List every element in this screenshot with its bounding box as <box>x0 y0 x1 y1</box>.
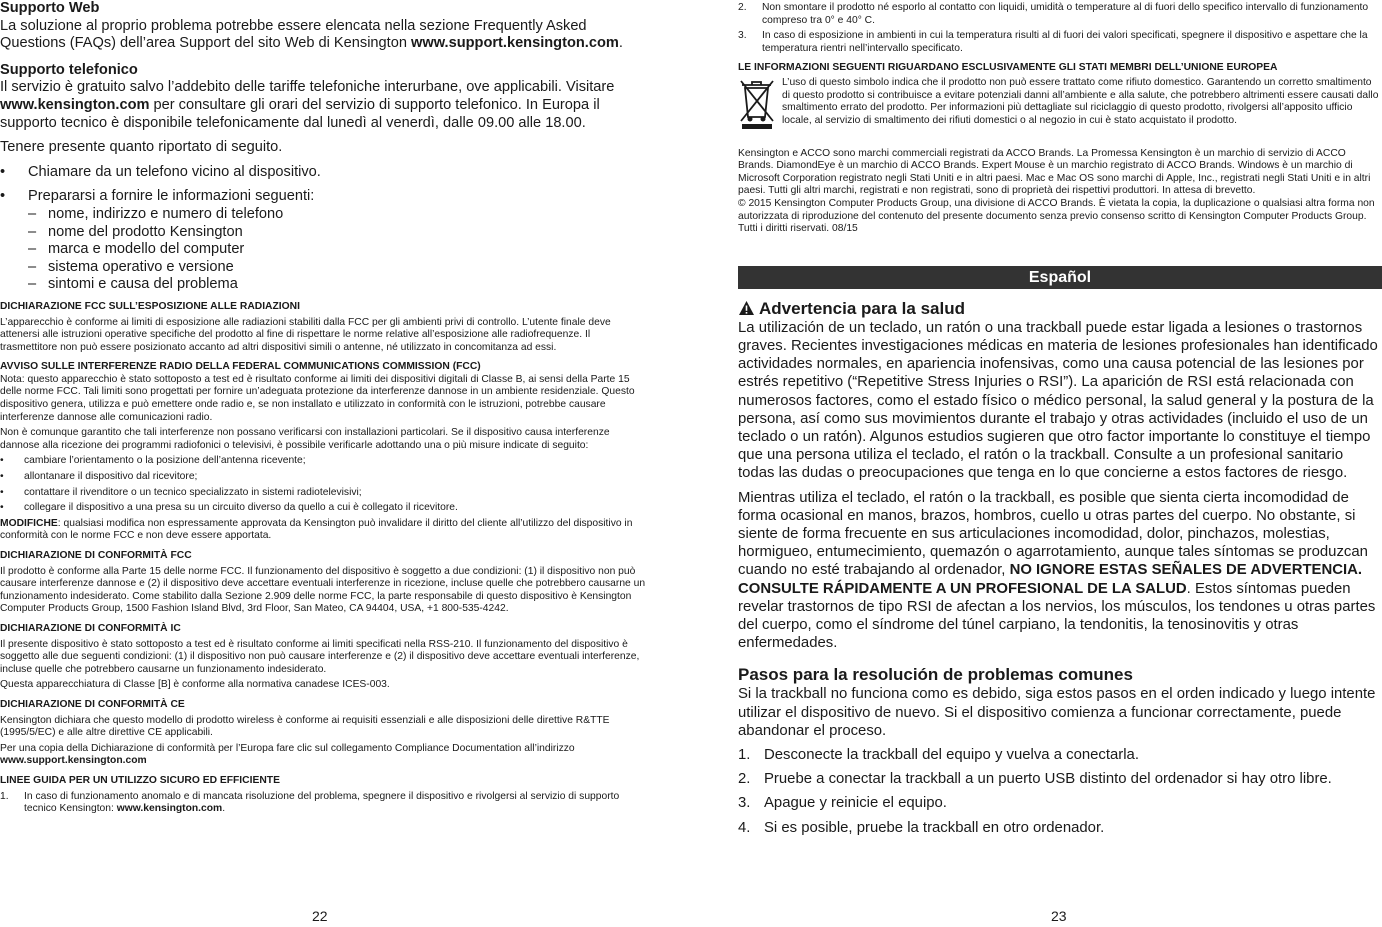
list-item: 2. Non smontare il prodotto né esporlo al contatto con liquidi, umidità o temperature al di fuori dello specifico intervallo di funzionamento compreso tra 0° e 40° C. <box>738 2 1369 26</box>
ce-conformity-title: DICHIARAZIONE DI CONFORMITÀ CE <box>0 698 185 710</box>
kensington-link[interactable]: www.kensington.com <box>0 96 150 113</box>
list-item: 4. Si es posible, pruebe la trackball en otro ordenador. <box>738 819 1105 836</box>
warning-icon <box>738 300 755 316</box>
weee-bin-icon <box>738 77 782 136</box>
sub-list-item: – nome del prodotto Kensington <box>28 223 243 240</box>
health-warning-title: Advertencia para la salud <box>738 298 1382 319</box>
language-header: Español <box>738 266 1382 289</box>
sub-list-item: – nome, indirizzo e numero di telefono <box>28 205 284 222</box>
fcc-radiation-text: L’apparecchio è conforme ai limiti di esposizione alle radiazioni stabiliti dalla FCC per gli ambienti privi di controllo. L’utente finale deve attenersi alle istruzioni operative specifiche del prodotto al fine di rispettare le norme relative all’esposizione alle radiofrequenze. Il trasmettitore non può essere posizionato accanto ad altri dispositivi simili o antenne, né utilizzato in concomitanza ad essi. <box>0 316 611 353</box>
weee-text: L’uso di questo simbolo indica che il prodotto non può essere trattato come rifiuto domestico. Garantendo un corretto smaltimento di questo prodotto si contribuisce a evitare potenziali danni all’ambiente e alla salute, che potrebbero altrimenti essere causati dallo smaltimento errato del prodotto. Per informazioni più dettagliate sul riciclaggio di questo prodotto, rivolgersi all’apposito ufficio locale, al servizio di smaltimento dei rifiuti domestici o al negozio in cui è stato acquistato il prodotto. <box>782 76 1379 126</box>
page-22 <box>0 0 648 816</box>
fcc-conformity-title: DICHIARAZIONE DI CONFORMITÀ FCC <box>0 550 192 561</box>
page-number: 22 <box>312 908 328 924</box>
list-item: 2. Pruebe a conectar la trackball a un puerto USB distinto del ordenador si hay otro libre. <box>738 771 1332 788</box>
list-item: • allontanare il dispositivo dal ricevitore; <box>0 471 198 483</box>
list-item: 3. Apague y reinicie el equipo. <box>738 795 947 812</box>
list-item: • cambiare l’orientamento o la posizione dell’antenna ricevente; <box>0 455 306 467</box>
list-item: • Prepararsi a fornire le informazioni seguenti: <box>0 188 315 205</box>
troubleshooting-intro: Si la trackball no funciona como es debido, siga estos pasos en el orden indicado y luego intente utilizar el dispositivo de nuevo. Si el dispositivo comienza a funcionar correctamente, puede abandonar el proceso. <box>738 686 1376 739</box>
health-paragraph-2: Mientras utiliza el teclado, el ratón o la trackball, es posible que sienta cierta incomodidad de forma ocasional en manos, brazos, hombros, cuello u otras partes del cuerpo. No obstante, si siente de forma frecuente en sus articulaciones incomodidad, dolor, pinchazos, molestias, hormigueo, entumecimiento, quemazón o agarrotamiento, aunque tales síntomas se produzcan cuando no esté trabajando al ordenador, NO IGNORE ESTAS SEÑALES DE ADVERTENCIA. CONSULTE RÁPIDAMENTE A UN PROFESIONAL DE LA SALUD. Estos síntomas pueden revelar trastornos de tipo RSI de afectan a los nervios, los músculos, los tendones u otras partes del cuerpo, como el síndrome del túnel carpiano, la tendonitis, la tenosinovitis y otras enfermedades. <box>738 489 1376 652</box>
ic-conformity-text-2: Questa apparecchiatura di Classe [B] è conforme alla normativa canadese ICES-003. <box>0 679 390 691</box>
sub-list-item: – sintomi e causa del problema <box>28 276 238 293</box>
modifications-text: MODIFICHE: qualsiasi modifica non espressamente approvata da Kensington può invalidare il diritto del cliente all’utilizzo del dispositivo in conformità con le norme FCC e non deve essere apportata. <box>0 517 633 542</box>
list-item: 3. In caso di esposizione in ambienti in cui la temperatura risulti al di fuori dei valori specificati, spegnere il dispositivo e aspettare che la temperatura rientri nell’intervallo specificato. <box>738 30 1368 54</box>
fcc-conformity-text: Il prodotto è conforme alla Parte 15 delle norme FCC. Il funzionamento del dispositivo è soggetto a due condizioni: (1) il dispositivo non può causare interferenze dannose e (2) il dispositivo deve accettare eventuali interferenze in ricezione, incluse quelle che potrebbero causarne un funzionamento indesiderato. Come stabilito dalla Sezione 2.909 delle norme FCC, la parte responsabile di questo dispositivo è Kensington Computer Products Group, 1500 Fashion Island Blvd, 3rd Floor, San Mateo, CA 94404, USA, +1 800-535-4242. <box>0 565 646 615</box>
ce-conformity-text-2: Per una copia della Dichiarazione di conformità per l’Europa fare clic sul collegamento Compliance Documentation all’indirizzo www.support.kensington.com <box>0 742 575 767</box>
fcc-interference-text-2: Non è comunque garantito che tali interferenze non possano verificarsi con installazioni particolari. Se il dispositivo causa interferenze dannose alla ricezione dei programmi radiofonici o televisivi, è possibile verificarle adottando una o più misure indicate di seguito: <box>0 427 610 451</box>
ic-conformity-title: DICHIARAZIONE DI CONFORMITÀ IC <box>0 622 181 634</box>
compliance-link[interactable]: www.support.kensington.com <box>0 755 147 767</box>
fcc-interference-text: Nota: questo apparecchio è stato sottoposto a test ed è risultato conforme ai limiti dei dispositivi digitali di Classe B, ai sensi della Parte 15 delle norme FCC. Tali limiti sono progettati per fornire un’adeguata protezione da interferenze dannose in un ambiente residenziale. Questo dispositivo genera, utilizza e può emettere onde radio e, se non installato e utilizzato in conformità con le istruzioni, potrebbe causare interferenze dannose alle comunicazioni radio. <box>0 373 635 423</box>
health-paragraph-1: La utilización de un teclado, un ratón o una trackball puede estar ligada a lesiones o trastornos graves. Recientes investigaciones médicas en materia de lesiones profesionales han identificado actividades normales, en apariencia inofensivas, como una causa potencial de las lesiones por estrés repetitivo (“Repetitive Stress Injuries o RSI”). La aparición de RSI está relacionada con numerosos factores, como el estado físico o médico personal, la salud general y la postura de la persona, así como sus movimientos durante el trabajo y otras actividades (incluido el uso de un teclado o un ratón). Algunos estudios sugieren que otro factor importante lo constituye el tiempo que una persona utiliza el teclado, el ratón o la trackball. Consulte a un profesional sanitario todas las dudas o preocupaciones que tenga en lo que concierne a estos factores de riesgo. <box>738 319 1378 482</box>
fcc-interference-title: AVVISO SULLE INTERFERENZE RADIO DELLA FEDERAL COMMUNICATIONS COMMISSION (FCC) <box>0 361 481 373</box>
list-item: 1. In caso di funzionamento anomalo e di mancata risoluzione del problema, spegnere il dispositivo e rivolgersi al servizio di supporto tecnico Kensington: www.kensington.com. <box>0 790 620 815</box>
weee-block <box>738 77 1382 136</box>
list-item: • collegare il dispositivo a una presa su un circuito diverso da quello a cui è collegato il ricevitore. <box>0 502 458 514</box>
safety-guidelines-title: LINEE GUIDA PER UN UTILIZZO SICURO ED EFFICIENTE <box>0 774 280 786</box>
eu-info-title: LE INFORMAZIONI SEGUENTI RIGUARDANO ESCLUSIVAMENTE GLI STATI MEMBRI DELL’UNIONE EUROPEA <box>738 62 1278 74</box>
trademark-text: Kensington e ACCO sono marchi commerciali registrati da ACCO Brands. La Promessa Kensington è un marchio di servizio di ACCO Brands. DiamondEye è un marchio di ACCO Brands. Expert Mouse è un marchio registrato di ACCO Brands. Windows è un marchio di Microsoft Corporation registrato negli Stati Uniti e in altri paesi. Mac e Mac OS sono marchi di Apple, Inc., registrati negli Stati Uniti e in altri paesi. Tutti gli altri marchi, registrati e non registrati, sono di proprietà dei rispettivi produttori. In attesa di brevetto. <box>738 147 1371 197</box>
fcc-radiation-title: DICHIARAZIONE FCC SULL’ESPOSIZIONE ALLE RADIAZIONI <box>0 300 300 312</box>
kensington-support-link[interactable]: www.kensington.com <box>116 803 223 815</box>
web-support-title: Supporto Web <box>0 0 100 16</box>
troubleshooting-title: Pasos para la resolución de problemas comunes <box>738 665 1133 685</box>
ic-conformity-text: Il presente dispositivo è stato sottoposto a test ed è risultato conforme ai limiti specificati nella RSS-210. Il funzionamento del dispositivo è soggetto alle due seguenti condizioni: (1) il dispositivo non può causare interferenze e (2) il dispositivo deve accettare eventuali interferenze, incluse quelle che potrebbero causarne un funzionamento indesiderato. <box>0 638 640 675</box>
page-number: 23 <box>1051 908 1067 924</box>
list-item: 1. Desconecte la trackball del equipo y vuelva a conectarla. <box>738 746 1139 763</box>
note-text: Tenere presente quanto riportato di seguito. <box>0 139 283 156</box>
copyright-text: © 2015 Kensington Computer Products Group, una divisione di ACCO Brands. È vietata la copia, la duplicazione o qualsiasi altra forma non autorizzata di riproduzione del contenuto del presente documento senza previo consenso scritto di Kensington Computer Products Group. Tutti i diritti riservati. 08/15 <box>738 197 1375 235</box>
phone-support-text: Il servizio è gratuito salvo l’addebito delle tariffe telefoniche interurbane, ove applicabili. Visitare www.kensington.com per consultare gli orari del servizio di supporto telefonico. In Europa il supporto tecnico è disponibile telefonicamente dal lunedì al venerdì, dalle 09.00 alle 18.00. <box>0 79 615 131</box>
sub-list-item: – marca e modello del computer <box>28 241 245 258</box>
sub-list-item: – sistema operativo e versione <box>28 258 234 275</box>
ce-conformity-text: Kensington dichiara che questo modello di prodotto wireless è conforme ai requisiti essenziali e alle disposizioni delle direttive R&TTE (1995/5/EC) e alle altre direttive CE applicabili. <box>0 714 610 739</box>
phone-support-title: Supporto telefonico <box>0 61 138 78</box>
web-support-text: La soluzione al proprio problema potrebbe essere elencata nella sezione Frequently Asked Questions (FAQs) dell’area Support del sito Web di Kensington www.support.kensington.com. <box>0 17 623 52</box>
page-23 <box>738 0 1382 837</box>
list-item: • contattare il rivenditore o un tecnico specializzato in sistemi radiotelevisivi; <box>0 486 362 498</box>
support-link[interactable]: www.support.kensington.com <box>411 35 619 52</box>
list-item: • Chiamare da un telefono vicino al dispositivo. <box>0 163 321 180</box>
